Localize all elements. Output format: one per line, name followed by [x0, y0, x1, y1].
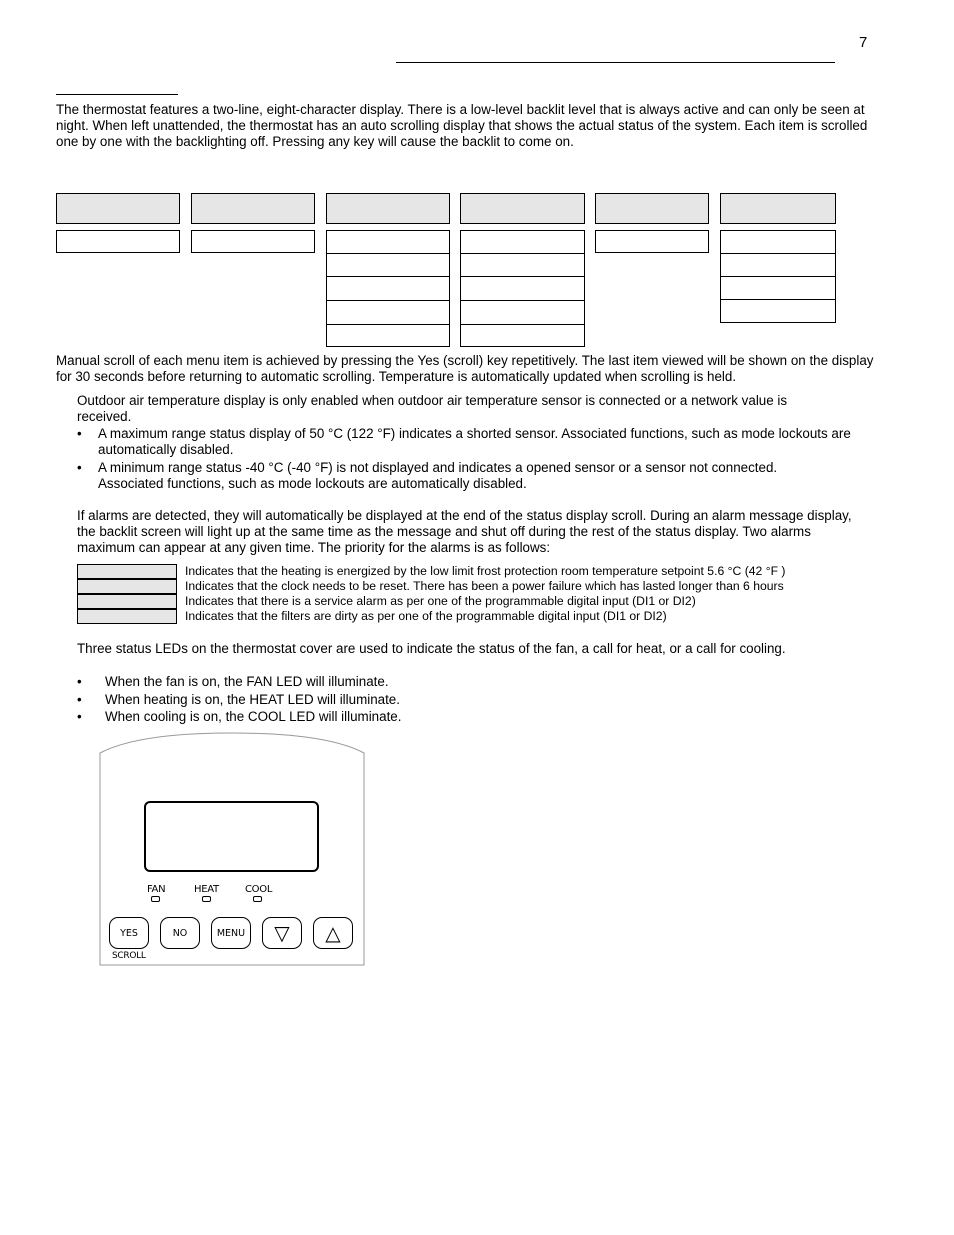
table-cell [460, 300, 585, 325]
table-cell [56, 230, 180, 253]
thermostat-illustration [98, 731, 366, 967]
table-cell [326, 253, 450, 277]
alarm-code-cell [77, 594, 177, 609]
table-cell [720, 276, 836, 300]
outdoor-bullet-min [77, 460, 837, 492]
menu-button[interactable]: MENU [211, 917, 251, 949]
up-arrow-icon: △ [325, 921, 341, 945]
table-cell [191, 230, 315, 253]
bullet-dot: • [77, 460, 82, 475]
bullet-dot: • [77, 692, 82, 707]
led-bullet-cool [77, 709, 677, 725]
table-cell [720, 253, 836, 277]
scroll-label: SCROLL [112, 951, 146, 961]
led-bullet-fan [77, 674, 677, 690]
lcd-display [144, 801, 319, 872]
alarm-code-cell [77, 564, 177, 579]
alarm-code-cell [77, 579, 177, 594]
heat-led-label: HEAT [194, 884, 219, 895]
bullet-text: A minimum range status -40 °C (-40 °F) is not displayed and indicates a opened sensor or a sensor not connected. Associated functions, such as mode lockouts are automatically disabled. [98, 460, 778, 491]
table-cell [460, 230, 585, 254]
bullet-text: When the fan is on, the FAN LED will illuminate. [105, 674, 389, 689]
table-cell [460, 253, 585, 277]
table-cell [460, 276, 585, 301]
up-arrow-button[interactable] [313, 917, 353, 949]
cool-led-label: COOL [245, 884, 273, 895]
table-cell [326, 276, 450, 301]
bullet-text: A maximum range status display of 50 °C (122 °F) indicates a shorted sensor. Associated functions, such as mode lockouts are automatically disabled. [98, 426, 851, 457]
outdoor-bullet-max [77, 426, 872, 458]
table-cell [326, 324, 450, 347]
alarm-code-cell [77, 609, 177, 624]
intro-paragraph: The thermostat features a two-line, eight-character display. There is a low-level backlit level that is always active and can only be seen at night. When left unattended, the thermostat has an auto scrolling display that shows the actual status of the system. Each item is scrolled one by one with the backlighting off. Pressing any key will cause the backlit to come on. [56, 102, 868, 149]
down-arrow-button[interactable] [262, 917, 302, 949]
fan-led [151, 896, 160, 902]
alarm-description: Indicates that there is a service alarm as per one of the programmable digital input (DI1 or DI2) [185, 594, 696, 608]
header-rule [396, 62, 835, 63]
table-header-cell [191, 193, 315, 224]
table-cell [460, 324, 585, 347]
led-paragraph: Three status LEDs on the thermostat cover are used to indicate the status of the fan, a call for heat, or a call for cooling. [77, 641, 786, 656]
bullet-dot: • [77, 709, 82, 724]
alarms-paragraph: If alarms are detected, they will automatically be displayed at the end of the status display scroll. During an alarm message display, the backlit screen will light up at the same time as the message and shut off during the rest of the status display. Two alarms maximum can appear at any given time. The priority for the alarms is as follows: [77, 508, 852, 555]
led-bullet-heat [77, 692, 677, 708]
bullet-dot: • [77, 426, 82, 441]
table-cell [326, 300, 450, 325]
yes-button[interactable]: YES [109, 917, 149, 949]
outdoor-air-paragraph: Outdoor air temperature display is only enabled when outdoor air temperature sensor is connected or a network value is received. [77, 393, 788, 424]
table-header-cell [720, 193, 836, 224]
bullet-dot: • [77, 674, 82, 689]
cool-led [253, 896, 262, 902]
no-button[interactable]: NO [160, 917, 200, 949]
table-header-cell [595, 193, 709, 224]
fan-led-label: FAN [147, 884, 166, 895]
table-cell [720, 299, 836, 323]
page-number: 7 [859, 34, 868, 51]
table-cell [595, 230, 709, 253]
table-header-cell [460, 193, 585, 224]
bullet-text: When cooling is on, the COOL LED will illuminate. [105, 709, 402, 724]
table-cell [720, 230, 836, 254]
table-cell [326, 230, 450, 254]
table-header-cell [56, 193, 180, 224]
manual-scroll-paragraph: Manual scroll of each menu item is achieved by pressing the Yes (scroll) key repetitively. The last item viewed will be shown on the display for 30 seconds before returning to automatic scrolling. Temperature is automatically updated when scrolling is held. [56, 353, 874, 384]
alarm-description: Indicates that the clock needs to be reset. There has been a power failure which has lasted longer than 6 hours [185, 579, 784, 593]
alarm-description: Indicates that the filters are dirty as per one of the programmable digital input (DI1 or DI2) [185, 609, 667, 623]
bullet-text: When heating is on, the HEAT LED will illuminate. [105, 692, 400, 707]
section-rule [56, 94, 178, 95]
down-arrow-icon: ▽ [274, 921, 290, 945]
table-header-cell [326, 193, 450, 224]
heat-led [202, 896, 211, 902]
alarm-description: Indicates that the heating is energized by the low limit frost protection room temperature setpoint 5.6 °C (42 °F ) [185, 564, 786, 578]
